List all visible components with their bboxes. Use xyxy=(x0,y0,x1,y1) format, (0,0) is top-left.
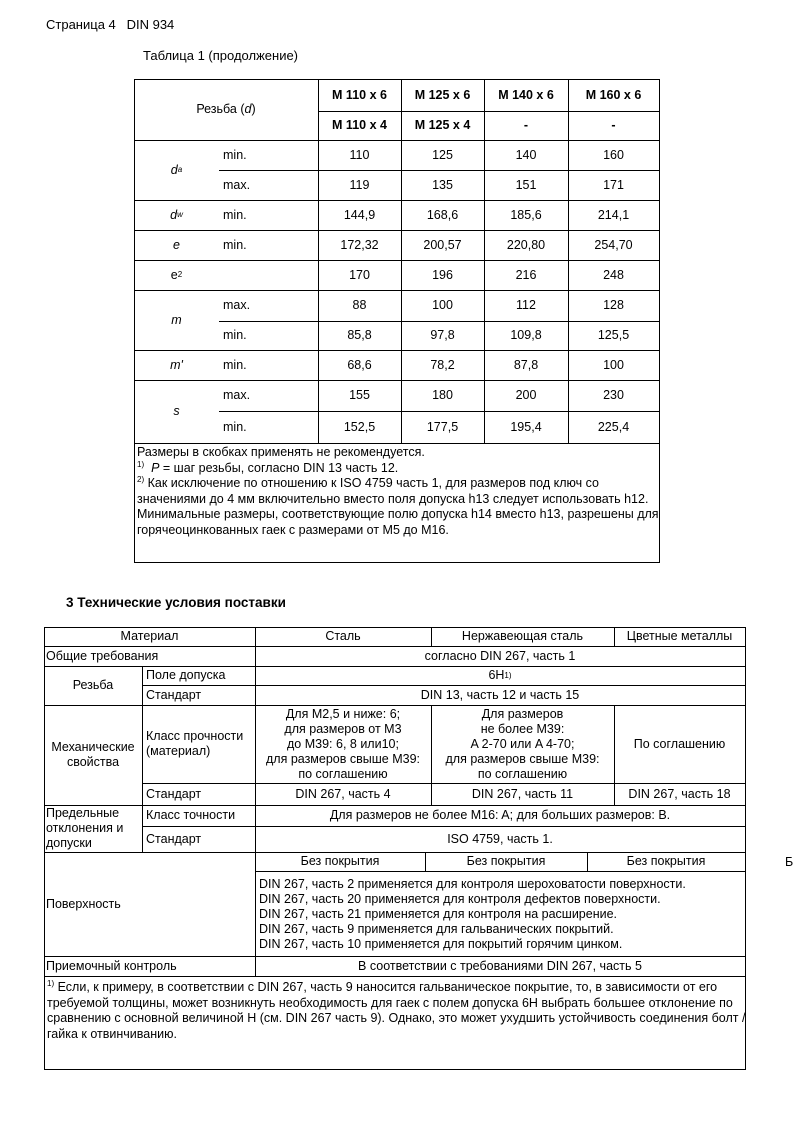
tolerances-label: Предельные отклонения и допуски xyxy=(46,806,124,850)
strength-line: A 2-70 или A 4-70; xyxy=(470,736,575,751)
footnote-mark: 2) xyxy=(137,474,145,484)
accuracy-class-label: Класс точности xyxy=(146,808,236,822)
accuracy-class-value: Для размеров не более M16: A; для больших размеров: B. xyxy=(329,808,671,822)
tolerance-standard-label: Стандарт xyxy=(146,831,202,846)
column-header-stainless: Нержавеющая сталь xyxy=(461,629,584,643)
value-cell: 87,8 xyxy=(513,357,539,372)
surface-line: DIN 267, часть 9 применяется для гальванических покрытий. xyxy=(259,922,614,936)
footnote-mark: 1) xyxy=(137,459,145,469)
mechanical-standard-steel: DIN 267, часть 4 xyxy=(295,786,391,801)
symbol-s: s xyxy=(173,404,180,418)
symbol-m: m xyxy=(171,312,182,327)
footnote-var: P xyxy=(151,460,160,475)
value-cell: 109,8 xyxy=(510,328,542,342)
limit-label: min. xyxy=(223,328,247,342)
strength-nonferrous: По соглашению xyxy=(633,736,726,751)
limit-label: max. xyxy=(223,298,251,312)
thread-size-fine: - xyxy=(523,118,529,132)
value-cell: 200 xyxy=(515,388,537,402)
table1-caption: Таблица 1 (продолжение) xyxy=(143,48,299,63)
value-cell: 119 xyxy=(349,177,370,192)
value-cell: 180 xyxy=(432,388,453,402)
footnote-mark: 1) xyxy=(47,978,55,988)
thread-header-var: d xyxy=(244,102,252,116)
surface-line: DIN 267, часть 20 применяется для контроля дефектов поверхности. xyxy=(259,892,661,906)
thread-size-fine: M 125 x 4 xyxy=(414,118,471,132)
strength-line: не более M39: xyxy=(480,721,565,736)
symbol-text: d xyxy=(170,207,178,222)
thread-size: M 160 x 6 xyxy=(585,87,642,102)
value-cell: 225,4 xyxy=(597,419,630,434)
thread-header-label: Резьба ( xyxy=(196,102,245,116)
footnote-text: Как исключение по отношению к ISO 4759 часть 1, для размеров под ключ со значениями до 4 мм включительно вместо поля допуска h13 следует использовать h12. Минимальные размеры, соответствующие полю допуска h14 вместо h13, разрешены для горячеоцинкованных гаек с размерами от M5 до M16. xyxy=(137,476,659,537)
value-cell: 214,1 xyxy=(597,207,630,222)
footnote-1 xyxy=(137,461,659,477)
value-cell: 140 xyxy=(515,147,537,162)
column-header-nonferrous: Цветные металлы xyxy=(626,629,733,643)
value-cell: 248 xyxy=(603,267,624,282)
value-cell: 97,8 xyxy=(430,328,455,342)
value-cell: 125 xyxy=(432,147,453,162)
value-cell: 195,4 xyxy=(510,419,542,434)
table1-notes xyxy=(137,445,659,538)
table-footnote xyxy=(47,980,747,1042)
value-cell: 196 xyxy=(432,267,453,282)
symbol-dw: d w xyxy=(170,207,183,222)
strength-line: для размеров от M3 xyxy=(284,721,402,736)
symbol-m-prime: m' xyxy=(170,357,183,372)
mechanical-standard-label: Стандарт xyxy=(146,786,202,801)
symbol-e: e xyxy=(173,237,180,252)
value-cell: 185,6 xyxy=(510,207,542,222)
thread-size-fine: M 110 x 4 xyxy=(332,118,387,132)
tolerance-value-text: 6H xyxy=(488,668,505,682)
value-cell: 100 xyxy=(432,298,453,312)
strength-line: до M39: 6, 8 или10; xyxy=(287,736,399,751)
surface-line: DIN 267, часть 10 применяется для покрытий горячим цинком. xyxy=(259,937,623,951)
symbol-e2: e 2 xyxy=(170,267,183,282)
note-brackets: Размеры в скобках применять не рекомендуется. xyxy=(137,445,425,459)
value-cell: 155 xyxy=(349,388,370,402)
mechanical-standard-nonferrous: DIN 267, часть 18 xyxy=(628,786,731,801)
value-cell: 135 xyxy=(432,177,453,192)
value-cell: 151 xyxy=(515,177,537,192)
value-cell: 152,5 xyxy=(343,419,376,434)
value-cell: 85,8 xyxy=(347,328,372,342)
footnote-text: = шаг резьбы, согласно DIN 13 часть 12. xyxy=(159,460,399,475)
limit-label: max. xyxy=(223,388,251,402)
acceptance-label: Приемочный контроль xyxy=(46,958,177,973)
symbol-text: d xyxy=(170,162,178,177)
strength-steel xyxy=(255,705,431,783)
coating-nonferrous: Без покрытия xyxy=(626,854,706,868)
symbol-text: e xyxy=(170,267,178,282)
value-cell: 68,6 xyxy=(347,357,372,372)
value-cell: 125,5 xyxy=(597,328,630,342)
limit-label: min. xyxy=(223,357,247,372)
value-cell: 254,70 xyxy=(594,237,633,252)
value-cell: 172,32 xyxy=(340,237,379,252)
surface-requirements xyxy=(259,877,686,952)
value-cell: 144,9 xyxy=(343,207,376,222)
value-cell: 168,6 xyxy=(426,207,459,222)
tolerance-field-label: Поле допуска xyxy=(146,668,226,682)
coating-overflow-text: Б xyxy=(785,855,793,869)
value-cell: 200,57 xyxy=(423,237,462,252)
thread-size: M 125 x 6 xyxy=(414,87,471,102)
strength-class-label: Класс прочности (материал) xyxy=(146,729,244,758)
limit-label: min. xyxy=(223,207,247,222)
general-requirements-value: согласно DIN 267, часть 1 xyxy=(424,648,576,663)
value-cell: 112 xyxy=(516,298,536,312)
surface-line: DIN 267, часть 21 применяется для контроля на расширение. xyxy=(259,907,618,921)
thread-size: M 110 x 6 xyxy=(332,87,387,102)
value-cell: 110 xyxy=(349,147,370,162)
thread-standard-label: Стандарт xyxy=(146,687,202,702)
value-cell: 216 xyxy=(515,267,537,282)
footnote-2 xyxy=(137,476,659,538)
value-cell: 128 xyxy=(603,298,624,312)
mechanical-properties-label: Механические свойства xyxy=(51,740,135,769)
strength-line: для размеров свыше M39: xyxy=(445,751,600,766)
value-cell: 170 xyxy=(349,267,370,282)
value-cell: 100 xyxy=(603,357,624,372)
value-cell: 78,2 xyxy=(430,357,455,372)
strength-line: для размеров свыше M39: xyxy=(265,751,420,766)
column-header-steel: Сталь xyxy=(325,629,361,643)
material-header: Материал xyxy=(120,629,179,643)
strength-line: по соглашению xyxy=(477,766,568,781)
thread-label: Резьба xyxy=(72,678,114,692)
strength-line: по соглашению xyxy=(298,766,388,781)
value-cell: 88 xyxy=(352,298,367,312)
strength-line: Для размеров xyxy=(481,706,564,721)
limit-label: min. xyxy=(223,237,247,252)
value-cell: 230 xyxy=(603,388,624,402)
surface-line: DIN 267, часть 2 применяется для контроля шероховатости поверхности. xyxy=(259,877,686,891)
footnote-text: Если, к примеру, в соответствии с DIN 267, часть 9 наносится гальваническое покрытие, то, в зависимости от его требуемой толщины, может возникнуть необходимость для гаек с полем допуска 6H выбрать большее отклонение по сравнению с основной величиной H (см. DIN 267 часть 9). Однако, это может ухудшить устойчивость соединения болт / гайка к отвинчиванию. xyxy=(47,980,746,1041)
limit-label: min. xyxy=(223,419,247,434)
thread-header xyxy=(134,79,318,140)
value-cell: 220,80 xyxy=(506,237,546,252)
mechanical-standard-stainless: DIN 267, часть 11 xyxy=(471,786,574,801)
thread-size: M 140 x 6 xyxy=(498,87,554,102)
value-cell: 171 xyxy=(603,177,624,192)
thread-header-end: ) xyxy=(251,102,256,116)
value-cell: 160 xyxy=(603,147,624,162)
symbol-da: d a xyxy=(170,162,183,177)
general-requirements-label: Общие требования xyxy=(46,648,159,663)
acceptance-value: В соответствии с требованиями DIN 267, часть 5 xyxy=(358,958,642,973)
thread-standard-value: DIN 13, часть 12 и часть 15 xyxy=(420,687,580,702)
thread-size-fine: - xyxy=(611,118,616,132)
tolerance-standard-value: ISO 4759, часть 1. xyxy=(447,831,553,846)
surface-label: Поверхность xyxy=(46,896,121,911)
page-header: Страница 4 DIN 934 xyxy=(46,17,175,32)
strength-line: Для M2,5 и ниже: 6; xyxy=(285,706,401,721)
strength-stainless xyxy=(431,705,614,783)
value-cell: 177,5 xyxy=(426,419,459,434)
tolerance-field-value: 6H 1) xyxy=(488,668,512,682)
limit-label: min. xyxy=(223,147,247,162)
section-title: 3 Технические условия поставки xyxy=(66,595,286,610)
limit-label: max. xyxy=(223,177,251,192)
coating-steel: Без покрытия xyxy=(300,854,380,868)
coating-stainless: Без покрытия xyxy=(466,854,546,868)
